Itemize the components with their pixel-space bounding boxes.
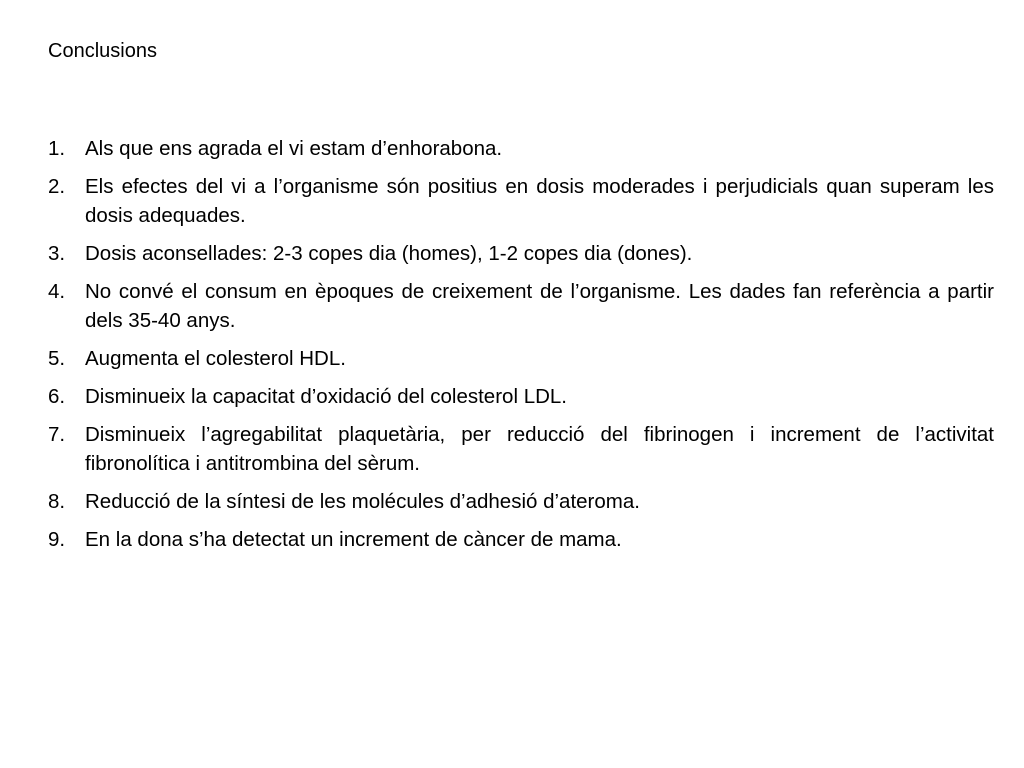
list-item <box>48 420 994 478</box>
item-text: Disminueix l’agregabilitat plaquetària, per reducció del fibrinogen i increment de l’activitat fibronolítica i antitrombina del sèrum. <box>85 423 994 475</box>
list-item <box>48 525 994 554</box>
item-number: 7. <box>48 423 66 446</box>
item-number: 8. <box>48 490 66 513</box>
list-item <box>48 344 994 373</box>
conclusions-list <box>48 134 994 563</box>
item-number: 3. <box>48 242 66 265</box>
item-text: Disminueix la capacitat d’oxidació del colesterol LDL. <box>85 385 567 408</box>
item-number: 1. <box>48 137 66 160</box>
list-item <box>48 487 994 516</box>
item-number: 9. <box>48 528 66 551</box>
item-number: 2. <box>48 175 66 198</box>
item-text: Reducció de la síntesi de les molécules d’adhesió d’ateroma. <box>85 490 640 513</box>
item-text: En la dona s’ha detectat un increment de càncer de mama. <box>85 528 622 551</box>
list-item <box>48 382 994 411</box>
list-item <box>48 239 994 268</box>
item-text: No convé el consum en èpoques de creixement de l’organisme. Les dades fan referència a partir dels 35-40 anys. <box>85 280 994 332</box>
list-item <box>48 277 994 335</box>
slide-title: Conclusions <box>48 40 157 62</box>
item-text: Als que ens agrada el vi estam d’enhorabona. <box>85 137 503 160</box>
item-number: 5. <box>48 347 66 370</box>
item-text: Els efectes del vi a l’organisme són positius en dosis moderades i perjudicials quan superam les dosis adequades. <box>85 175 994 227</box>
list-item <box>48 172 994 230</box>
item-number: 6. <box>48 385 66 408</box>
list-item <box>48 134 994 163</box>
item-number: 4. <box>48 280 66 303</box>
item-text: Dosis aconsellades: 2-3 copes dia (homes), 1-2 copes dia (dones). <box>85 242 693 265</box>
item-text: Augmenta el colesterol HDL. <box>85 347 346 370</box>
